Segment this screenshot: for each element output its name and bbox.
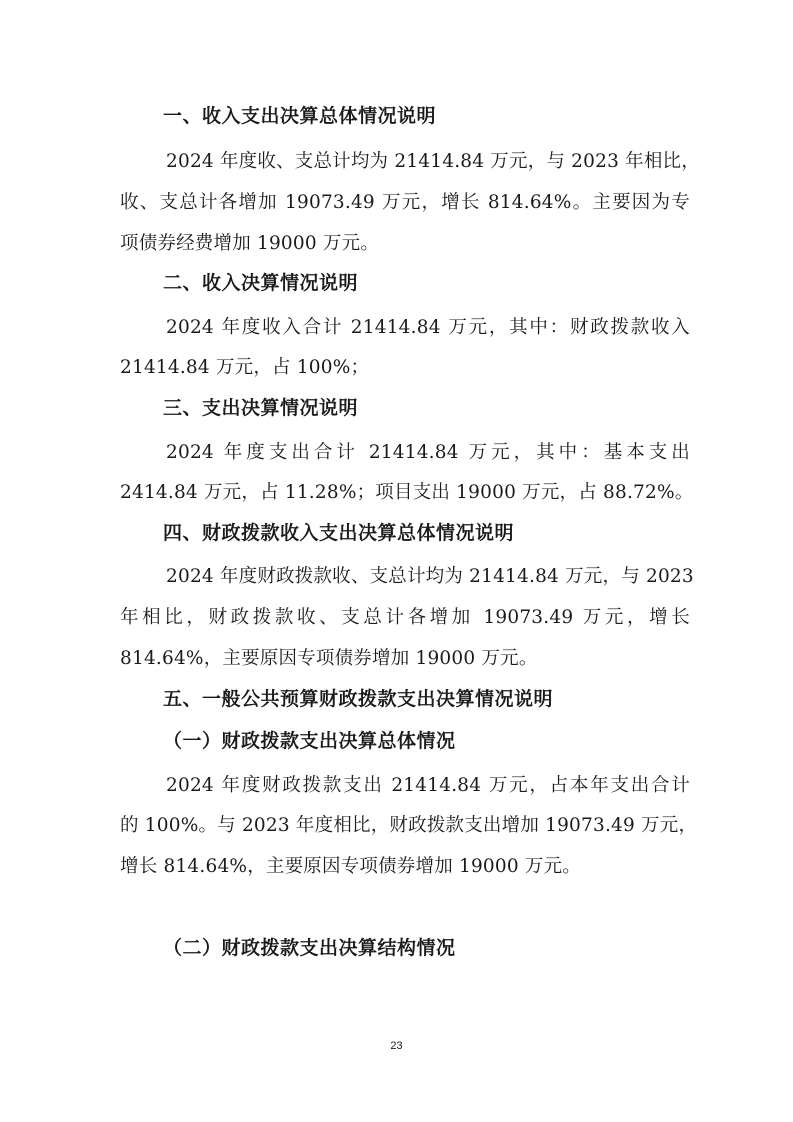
paragraph-line: 项债券经费增加 19000 万元。: [120, 233, 380, 254]
paragraph-line: 21414.84 万元，占 100%；: [120, 357, 370, 378]
paragraph-line: 2024 年度财政拨款收、支总计均为 21414.84 万元，与 2023: [166, 566, 694, 587]
subsection-heading-2: （二）财政拨款支出决算结构情况: [163, 937, 456, 959]
paragraph-line: 年相比，财政拨款收、支总计各增加 19073.49 万元，增长: [120, 607, 690, 628]
section-heading-2: 二、收入决算情况说明: [163, 272, 359, 294]
paragraph-line: 2024 年度收、支总计均为 21414.84 万元，与 2023 年相比，: [166, 151, 700, 172]
paragraph-line: 2024 年度财政拨款支出 21414.84 万元，占本年支出合计: [166, 775, 690, 796]
paragraph-line: 2024 年度支出合计 21414.84 万元，其中：基本支出: [166, 442, 690, 463]
section-heading-3: 三、支出决算情况说明: [163, 397, 359, 419]
subsection-heading-1: （一）财政拨款支出决算总体情况: [163, 730, 456, 752]
paragraph-line: 的 100%。与 2023 年度相比，财政拨款支出增加 19073.49 万元，: [120, 815, 698, 836]
section-heading-5: 五、一般公共预算财政拨款支出决算情况说明: [163, 688, 554, 710]
paragraph-line: 2414.84 万元，占 11.28%；项目支出 19000 万元，占 88.72%。: [120, 482, 694, 503]
page-number: 23: [390, 1040, 403, 1052]
paragraph-line: 814.64%，主要原因专项债券增加 19000 万元。: [120, 648, 538, 669]
paragraph-line: 增长 814.64%，主要原因专项债券增加 19000 万元。: [120, 856, 582, 877]
paragraph-line: 收、支总计各增加 19073.49 万元，增长 814.64%。主要因为专: [120, 192, 690, 213]
section-heading-4: 四、财政拨款收入支出决算总体情况说明: [163, 522, 515, 544]
section-heading-1: 一、收入支出决算总体情况说明: [163, 105, 437, 127]
paragraph-line: 2024 年度收入合计 21414.84 万元，其中：财政拨款收入: [166, 317, 690, 338]
